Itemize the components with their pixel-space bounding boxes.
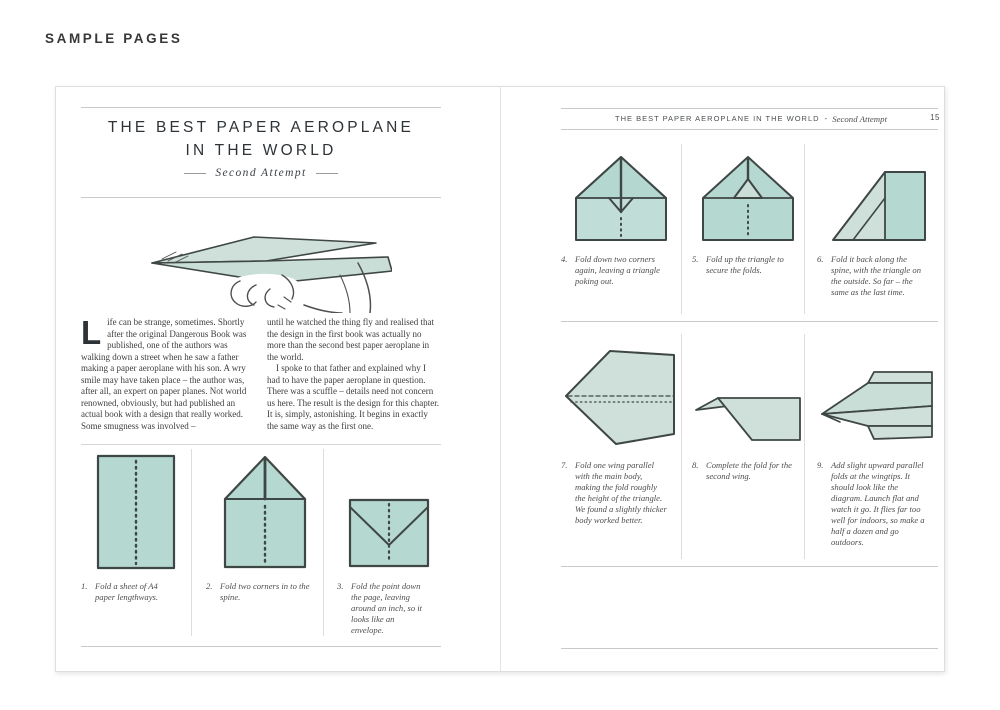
hand-plane-illustration	[144, 201, 392, 313]
chapter-subtitle	[81, 167, 441, 179]
chapter-subtitle-text: Second Attempt	[215, 167, 307, 179]
body-column-2	[267, 317, 441, 445]
book-spread	[55, 86, 945, 672]
body-col2-paragraph-1: until he watched the thing fly and realised that the design in the first book was actually no more than the second best paper aeroplane in the world.	[267, 317, 434, 362]
title-bottom-rule	[81, 197, 441, 198]
body-column-1	[81, 317, 255, 445]
sample-pages-label: SAMPLE PAGES	[45, 31, 183, 46]
step-6-diagram	[829, 164, 929, 244]
step-5-cell	[681, 144, 804, 314]
steps-1-to-3	[81, 449, 441, 635]
step-1-caption: 1. Fold a sheet of A4 paper lengthways.	[81, 581, 159, 602]
drop-cap: L	[81, 317, 102, 351]
step-4-cell	[561, 144, 681, 314]
step-6-caption: 6. Fold it back along the spine, with the triangle on the outside. So far – the same as the last time.	[817, 254, 921, 297]
step-9-caption: 9. Add slight upward parallel folds at the wingtips. It should look like the diagram. Launch flat and watch it go. It flies far too well for indoors, so make a half a dozen and go outdoors.	[817, 460, 925, 547]
right-page	[501, 87, 946, 671]
step-3-diagram	[347, 497, 431, 571]
step-9-cell	[804, 334, 941, 559]
step-1-cell	[81, 449, 191, 636]
step-2-cell	[191, 449, 323, 636]
steps-7-to-9	[561, 334, 941, 559]
subtitle-dash-left	[184, 173, 206, 174]
step-7-diagram	[564, 346, 678, 450]
running-header-separator: -	[824, 114, 828, 123]
step-3-cell	[323, 449, 441, 636]
step-5-diagram	[698, 152, 798, 244]
step-3-caption: 3. Fold the point down the page, leaving around an inch, so it looks like an envelope.	[337, 581, 423, 635]
diagrams-top-rule	[81, 444, 441, 445]
step-2-diagram	[221, 453, 309, 571]
step-4-caption: 4. Fold down two corners again, leaving a triangle poking out.	[561, 254, 660, 286]
left-footer-rule	[81, 646, 441, 647]
step-9-diagram	[820, 368, 938, 450]
header-top-rule	[561, 108, 938, 109]
left-page	[56, 87, 501, 671]
step-8-diagram	[692, 390, 804, 450]
running-header-subtitle: Second Attempt	[832, 113, 888, 124]
step-7-caption: 7. Fold one wing parallel with the main body, making the fold roughly the height of the triangle. We found a slightly thicker body worked better.	[561, 460, 667, 525]
right-footer-rule	[561, 648, 938, 649]
body-col1-text: ife can be strange, sometimes. Shortly after the original Dangerous Book was published, one of the authors was walking down a street when he saw a father making a paper aeroplane with his son. A wry smile may have taken place – the author was, after all, an expert on paper planes. Not world renowned, obviously, but had published an actual book with a design that really worked. Some smugness was involved –	[81, 317, 247, 431]
body-text	[81, 317, 441, 445]
step-8-cell	[681, 334, 804, 559]
step-1-diagram	[95, 453, 177, 571]
body-col2-paragraph-2: I spoke to that father and explained why I had to have the paper aeroplane in question. There was a scuffle – details need not concern us here. The result is the design for this chapter. It is, simply, astonishing. It begins in exactly the same way as the first one.	[267, 363, 440, 431]
step-8-caption: 8. Complete the fold for the second wing.	[692, 460, 792, 481]
step-7-cell	[561, 334, 681, 559]
chapter-title	[81, 116, 441, 162]
chapter-title-line2: IN THE WORLD	[185, 142, 337, 159]
header-bottom-rule	[561, 129, 938, 130]
step-5-caption: 5. Fold up the triangle to secure the folds.	[692, 254, 784, 275]
step-2-caption: 2. Fold two corners in to the spine.	[206, 581, 310, 602]
step-6-cell	[804, 144, 941, 314]
subtitle-dash-right	[316, 173, 338, 174]
step-4-diagram	[571, 152, 671, 244]
page-number: 15	[930, 113, 940, 122]
mid-rule-1	[561, 321, 938, 322]
chapter-title-line1: THE BEST PAPER AEROPLANE	[107, 119, 415, 136]
running-header	[561, 112, 941, 125]
steps-4-to-6	[561, 144, 941, 314]
running-header-title: THE BEST PAPER AEROPLANE IN THE WORLD	[614, 114, 820, 123]
mid-rule-2	[561, 566, 938, 567]
title-top-rule	[81, 107, 441, 108]
